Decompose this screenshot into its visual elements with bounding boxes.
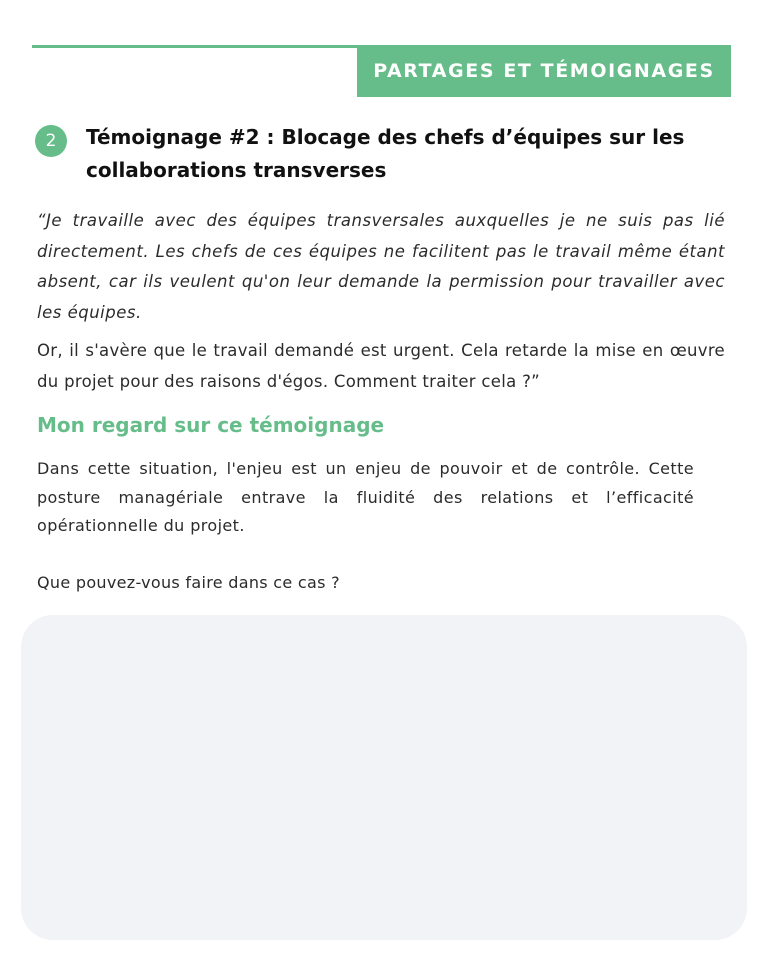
- testimony-quote: “Je travaille avec des équipes transversales auxquelles je ne suis pas lié directement. Les chefs de ces équipes ne facilitent pas le travail même étant absent, car ils veulent qu'on leur demande la permission pour travailler avec les équipes.: [37, 211, 725, 322]
- testimony-paragraph: Or, il s'avère que le travail demandé est urgent. Cela retarde la mise en œuvre du projet pour des raisons d'égos. Comment traiter cela ?”: [37, 341, 725, 391]
- answer-writing-area[interactable]: [21, 615, 747, 940]
- header-divider-line: [32, 45, 357, 48]
- testimony-number: 2: [45, 131, 57, 151]
- testimony-title: Témoignage #2 : Blocage des chefs d’équipes sur les collaborations transverses: [86, 125, 685, 182]
- perspective-heading: Mon regard sur ce témoignage: [37, 413, 385, 437]
- section-banner-label: PARTAGES ET TÉMOIGNAGES: [373, 60, 715, 82]
- perspective-text: Dans cette situation, l'enjeu est un enjeu de pouvoir et de contrôle. Cette posture managériale entrave la fluidité des relations et l’efficacité opérationnelle du projet.: [37, 459, 694, 535]
- testimony-number-badge: [35, 125, 67, 157]
- perspective-question: Que pouvez-vous faire dans ce cas ?: [37, 573, 340, 592]
- section-banner: [357, 45, 731, 97]
